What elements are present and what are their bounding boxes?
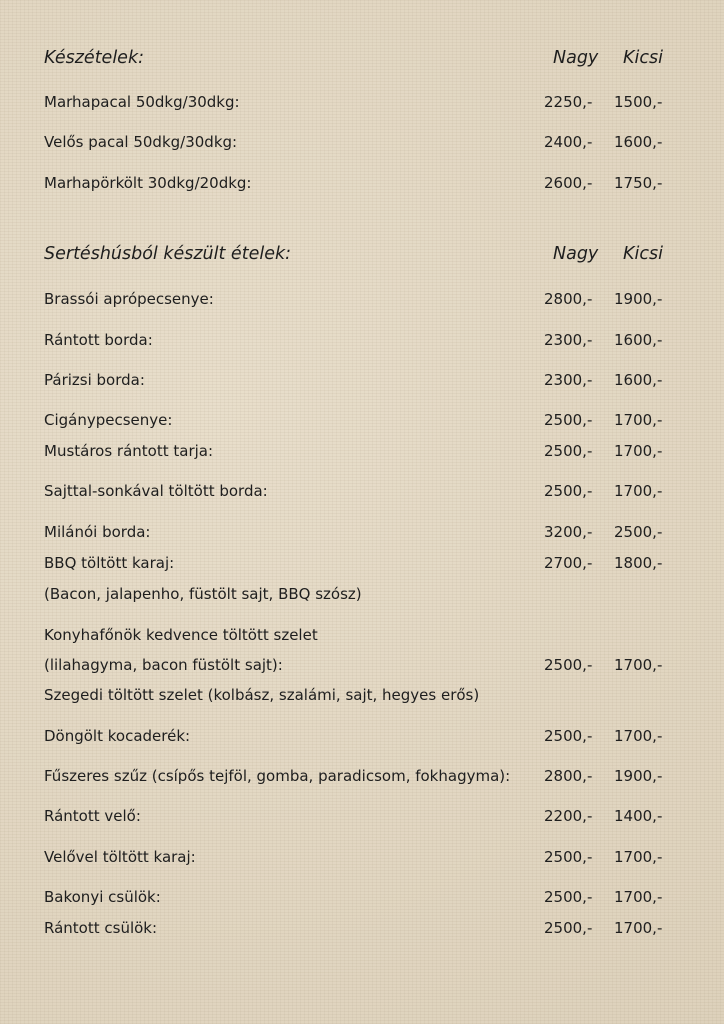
menu-item-name: BBQ töltött karaj: xyxy=(44,554,175,572)
menu-item-description: (Bacon, jalapenho, füstölt sajt, BBQ szósz) xyxy=(44,585,362,603)
menu-item-price-small: 1700,- xyxy=(614,888,663,906)
menu-item-name: Mustáros rántott tarja: xyxy=(44,442,214,460)
column-header-large: Nagy xyxy=(553,48,599,68)
menu-item-name: Brassói aprópecsenye: xyxy=(44,290,214,308)
menu-item-price-large: 2200,- xyxy=(544,807,593,825)
menu-item-price-large: 3200,- xyxy=(544,523,593,541)
menu-item-price-large: 2500,- xyxy=(544,656,593,674)
menu-item-name: Cigánypecsenye: xyxy=(44,411,173,429)
section-title: Készételek: xyxy=(44,48,144,68)
menu-item-description: (lilahagyma, bacon füstölt sajt): xyxy=(44,656,283,674)
menu-item-price-large: 2500,- xyxy=(544,848,593,866)
menu-item-price-large: 2400,- xyxy=(544,133,593,151)
menu-item-name: Rántott csülök: xyxy=(44,919,158,937)
menu-item-price-large: 2500,- xyxy=(544,442,593,460)
menu-item-name: Sajttal-sonkával töltött borda: xyxy=(44,482,268,500)
column-header-small: Kicsi xyxy=(623,48,663,68)
menu-item-price-small: 1900,- xyxy=(614,290,663,308)
menu-item-price-small: 1600,- xyxy=(614,133,663,151)
menu-item-price-small: 1600,- xyxy=(614,331,663,349)
menu-item-name: Rántott borda: xyxy=(44,331,153,349)
menu-item-price-small: 1700,- xyxy=(614,482,663,500)
menu-item-price-small: 1700,- xyxy=(614,442,663,460)
menu-item-name: Fűszeres szűz (csípős tejföl, gomba, paradicsom, fokhagyma): xyxy=(44,767,511,785)
menu-item-name: Marhapörkölt 30dkg/20dkg: xyxy=(44,174,252,192)
menu-item-price-large: 2700,- xyxy=(544,554,593,572)
menu-item-price-large: 2500,- xyxy=(544,482,593,500)
menu-item-price-large: 2300,- xyxy=(544,371,593,389)
menu-item-price-small: 2500,- xyxy=(614,523,663,541)
menu-item-name: Rántott velő: xyxy=(44,807,141,825)
menu-item-price-small: 1750,- xyxy=(614,174,663,192)
menu-item-price-small: 1800,- xyxy=(614,554,663,572)
menu-item-name: Párizsi borda: xyxy=(44,371,145,389)
menu-item-price-large: 2800,- xyxy=(544,767,593,785)
menu-item-price-large: 2500,- xyxy=(544,411,593,429)
menu-item-name: Szegedi töltött szelet (kolbász, szalámi, sajt, hegyes erős) xyxy=(44,686,480,704)
column-header-small: Kicsi xyxy=(623,244,663,264)
column-header-large: Nagy xyxy=(553,244,599,264)
menu-item-name: Döngölt kocaderék: xyxy=(44,727,191,745)
menu-item-price-small: 1700,- xyxy=(614,727,663,745)
menu-item-price-small: 1400,- xyxy=(614,807,663,825)
menu-item-price-large: 2800,- xyxy=(544,290,593,308)
menu-item-name: Konyhafőnök kedvence töltött szelet xyxy=(44,626,318,644)
menu-item-name: Marhapacal 50dkg/30dkg: xyxy=(44,93,240,111)
menu-item-price-large: 2600,- xyxy=(544,174,593,192)
menu-item-price-large: 2500,- xyxy=(544,888,593,906)
menu-item-price-large: 2500,- xyxy=(544,727,593,745)
menu-item-price-small: 1600,- xyxy=(614,371,663,389)
menu-item-price-small: 1700,- xyxy=(614,848,663,866)
menu-item-name: Milánói borda: xyxy=(44,523,151,541)
menu-item-price-small: 1900,- xyxy=(614,767,663,785)
menu-item-price-small: 1700,- xyxy=(614,411,663,429)
section-title: Sertéshúsból készült ételek: xyxy=(44,244,291,264)
menu-item-price-large: 2500,- xyxy=(544,919,593,937)
menu-item-name: Velővel töltött karaj: xyxy=(44,848,196,866)
menu-item-price-large: 2250,- xyxy=(544,93,593,111)
menu-item-price-small: 1500,- xyxy=(614,93,663,111)
menu-item-price-small: 1700,- xyxy=(614,919,663,937)
menu-item-name: Bakonyi csülök: xyxy=(44,888,161,906)
menu-item-price-small: 1700,- xyxy=(614,656,663,674)
menu-item-price-large: 2300,- xyxy=(544,331,593,349)
menu-item-name: Velős pacal 50dkg/30dkg: xyxy=(44,133,238,151)
